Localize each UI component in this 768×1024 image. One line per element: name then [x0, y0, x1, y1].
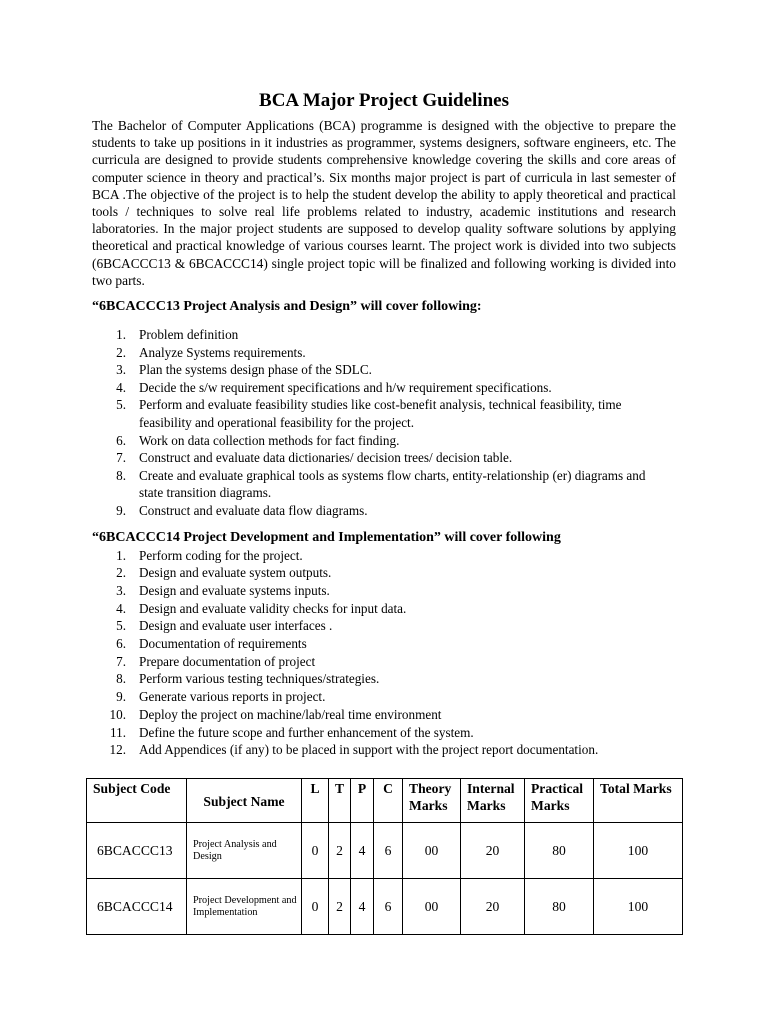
cell-subject-name: Project Development and Implementation [187, 879, 302, 935]
header-total-marks: Total Marks [594, 779, 683, 823]
cell-practical: 80 [525, 823, 594, 879]
cell-t: 2 [329, 823, 351, 879]
cell-theory: 00 [403, 879, 461, 935]
list-item: 1. Problem definition [116, 327, 239, 343]
table-row [87, 879, 683, 935]
header-subject-name: Subject Name [187, 779, 302, 823]
header-c: C [374, 779, 403, 823]
list-item: 4. Decide the s/w requirement specifications and h/w requirement specifications. [116, 379, 552, 395]
list-item: 3. Plan the systems design phase of the SDLC. [116, 362, 372, 378]
list-item: 7. Prepare documentation of project [116, 653, 316, 669]
list-item: 3. Design and evaluate systems inputs. [116, 582, 330, 598]
header-practical-marks: Practical Marks [525, 779, 594, 823]
list-item: 12. Add Appendices (if any) to be placed in support with the project report documentation. [109, 742, 599, 758]
cell-internal: 20 [461, 823, 525, 879]
header-t: T [329, 779, 351, 823]
cell-subject-code: 6BCACCC13 [87, 823, 187, 879]
header-subject-code: Subject Code [87, 779, 187, 823]
list-item: 8. Create and evaluate graphical tools as systems flow charts, entity-relationship (er) diagrams and state transition diagrams. [116, 467, 659, 501]
cell-total: 100 [594, 879, 683, 935]
list-item: 4. Design and evaluate validity checks for input data. [116, 600, 407, 616]
cell-p: 4 [351, 879, 374, 935]
list-item: 11. Define the future scope and further enhancement of the system. [110, 724, 474, 740]
document-page [92, 88, 676, 759]
cell-p: 4 [351, 823, 374, 879]
list-item: 9. Generate various reports in project. [116, 689, 326, 705]
table-header-row [87, 779, 683, 823]
header-l: L [302, 779, 329, 823]
page-title: BCA Major Project Guidelines [259, 90, 509, 111]
list-item: 8. Perform various testing techniques/strategies. [116, 671, 380, 687]
list-item: 10. Deploy the project on machine/lab/real time environment [109, 706, 442, 722]
list-item: 5. Design and evaluate user interfaces . [116, 618, 333, 634]
section1-heading: “6BCACCC13 Project Analysis and Design” will cover following: [92, 299, 482, 315]
cell-t: 2 [329, 879, 351, 935]
list-item: 7. Construct and evaluate data dictionaries/ decision trees/ decision table. [116, 450, 513, 466]
subjects-table [86, 778, 683, 935]
header-theory-marks: Theory Marks [403, 779, 461, 823]
list-item: 5. Perform and evaluate feasibility studies like cost-benefit analysis, technical feasibility, time feasibility and operational feasibility for the project. [116, 397, 622, 430]
list-item: 6. Work on data collection methods for fact finding. [116, 432, 400, 448]
section2-list [92, 547, 676, 759]
list-item: 9. Construct and evaluate data flow diagrams. [116, 502, 368, 518]
cell-subject-code: 6BCACCC14 [87, 879, 187, 935]
table-row [87, 823, 683, 879]
cell-internal: 20 [461, 879, 525, 935]
cell-subject-name: Project Analysis and Design [187, 823, 302, 879]
intro-paragraph: The Bachelor of Computer Applications (BCA) programme is designed with the objective to prepare the students to take up positions in it industries as programmer, systems designers, software engineers, etc. The curricula are designed to provide students comprehensive knowledge covering the skills and core areas of computer science in theory and practical’s. Six months major project is part of curricula in last semester of BCA .The objective of the project is to help the student develop the ability to apply theoretical and practical tools / techniques to solve real life problems related to industry, academic institutions and research laboratories. In the major project students are supposed to develop quality software solutions by applying theoretical and practical knowledge of various courses learnt. The project work is divided into two subjects (6BCACCC13 & 6BCACCC14) single project topic will be finalized and following working is divided into two parts. [92, 118, 676, 288]
cell-practical: 80 [525, 879, 594, 935]
cell-l: 0 [302, 879, 329, 935]
list-item: 2. Design and evaluate system outputs. [116, 565, 332, 581]
header-p: P [351, 779, 374, 823]
cell-c: 6 [374, 823, 403, 879]
cell-theory: 00 [403, 823, 461, 879]
cell-l: 0 [302, 823, 329, 879]
list-item: 2. Analyze Systems requirements. [116, 344, 306, 360]
header-internal-marks: Internal Marks [461, 779, 525, 823]
list-item: 1. Perform coding for the project. [116, 547, 303, 563]
section2-heading: “6BCACCC14 Project Development and Implementation” will cover following [92, 529, 561, 545]
list-item: 6. Documentation of requirements [116, 636, 307, 652]
cell-total: 100 [594, 823, 683, 879]
section1-list [92, 326, 676, 520]
cell-c: 6 [374, 879, 403, 935]
